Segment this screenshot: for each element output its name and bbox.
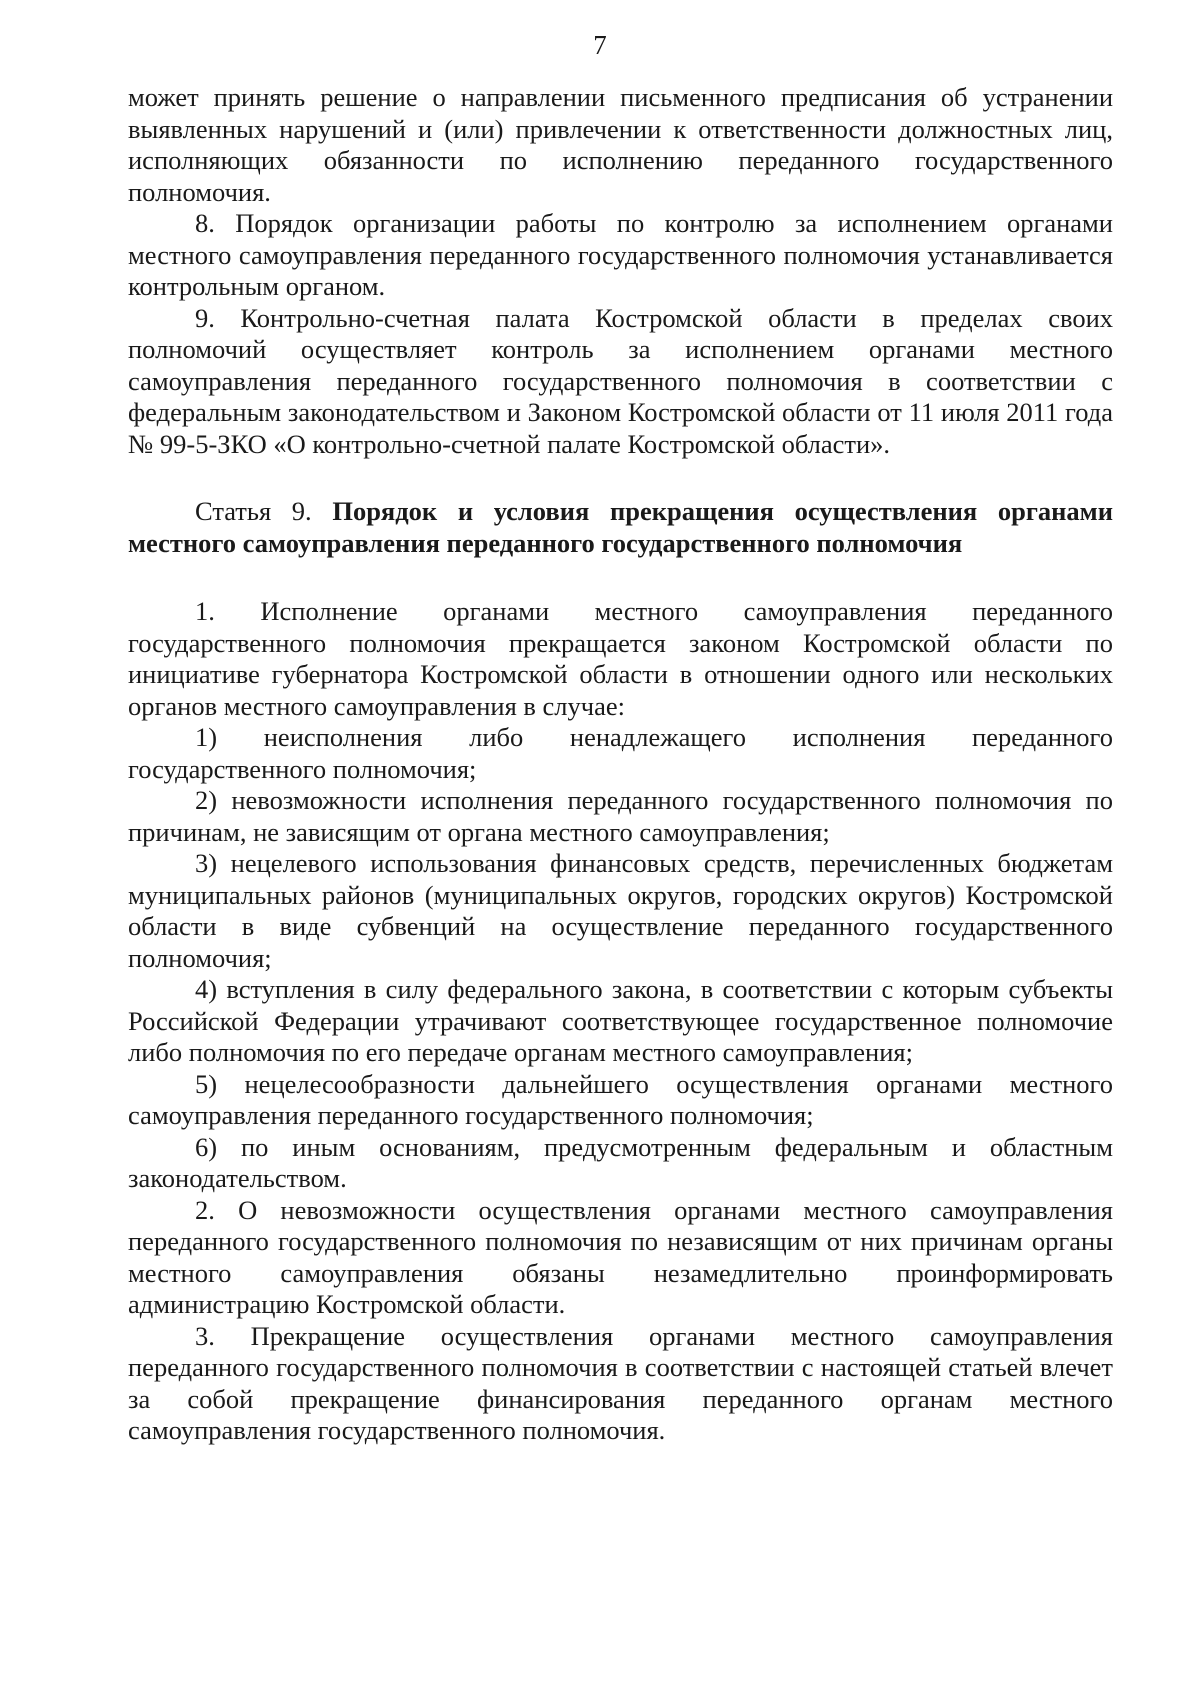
document-body [128,82,1113,1447]
page-number: 7 [593,30,607,60]
article-prefix: Статья 9. [195,496,312,526]
article-clause-2: 2. О невозможности осуществления органами местного самоуправления переданного государственного полномочия по независящим от них причинам органы местного самоуправления обязаны незамедлительно проинформировать администрацию Костромской области. [128,1194,1113,1319]
clause-1-item-5: 5) нецелесообразности дальнейшего осуществления органами местного самоуправления переданного государственного полномочия; [128,1068,1113,1130]
paragraph-8: 8. Порядок организации работы по контролю за исполнением органами местного самоуправления переданного государственного полномочия устанавливается контрольным органом. [128,208,1113,301]
paragraph-9: 9. Контрольно-счетная палата Костромской области в пределах своих полномочий осуществляет контроль за исполнением органами местного самоуправления переданного государственного полномочия в соответствии с федеральным законодательством и Законом Костромской области от 11 июля 2011 года № 99-5-ЗКО «О контрольно-счетной палате Костромской области». [128,302,1113,459]
clause-1-item-4: 4) вступления в силу федерального закона, в соответствии с которым субъекты Российской Федерации утрачивают соответствующее государственное полномочие либо полномочия по его передаче органам местного самоуправления; [128,974,1113,1067]
clause-1-item-6: 6) по иным основаниям, предусмотренным федеральным и областным законодательством. [128,1131,1113,1193]
paragraph-continuation: может принять решение о направлении письменного предписания об устранении выявленных нарушений и (или) привлечении к ответственности должностных лиц, исполняющих обязанности по исполнению переданного государственного полномочия. [128,82,1113,207]
article-clause-1: 1. Исполнение органами местного самоуправления переданного государственного полномочия прекращается законом Костромской области по инициативе губернатора Костромской области в отношении одного или нескольких органов местного самоуправления в случае: [128,596,1113,721]
clause-1-item-1: 1) неисполнения либо ненадлежащего исполнения переданного государственного полномочия; [128,722,1113,784]
article-title: Порядок и условия прекращения осуществления органами местного самоуправления переданного государственного полномочия [128,496,1113,558]
clause-1-item-2: 2) невозможности исполнения переданного государственного полномочия по причинам, не зависящим от органа местного самоуправления; [128,785,1113,847]
article-heading [128,496,1113,559]
spacer [128,559,1113,596]
article-clause-3: 3. Прекращение осуществления органами местного самоуправления переданного государственного полномочия в соответствии с настоящей статьей влечет за собой прекращение финансирования переданного органам местного самоуправления государственного полномочия. [128,1320,1113,1445]
clause-1-item-3: 3) нецелевого использования финансовых средств, перечисленных бюджетам муниципальных районов (муниципальных округов, городских округов) Костромской области в виде субвенций на осуществление переданного государственного полномочия; [128,848,1113,973]
